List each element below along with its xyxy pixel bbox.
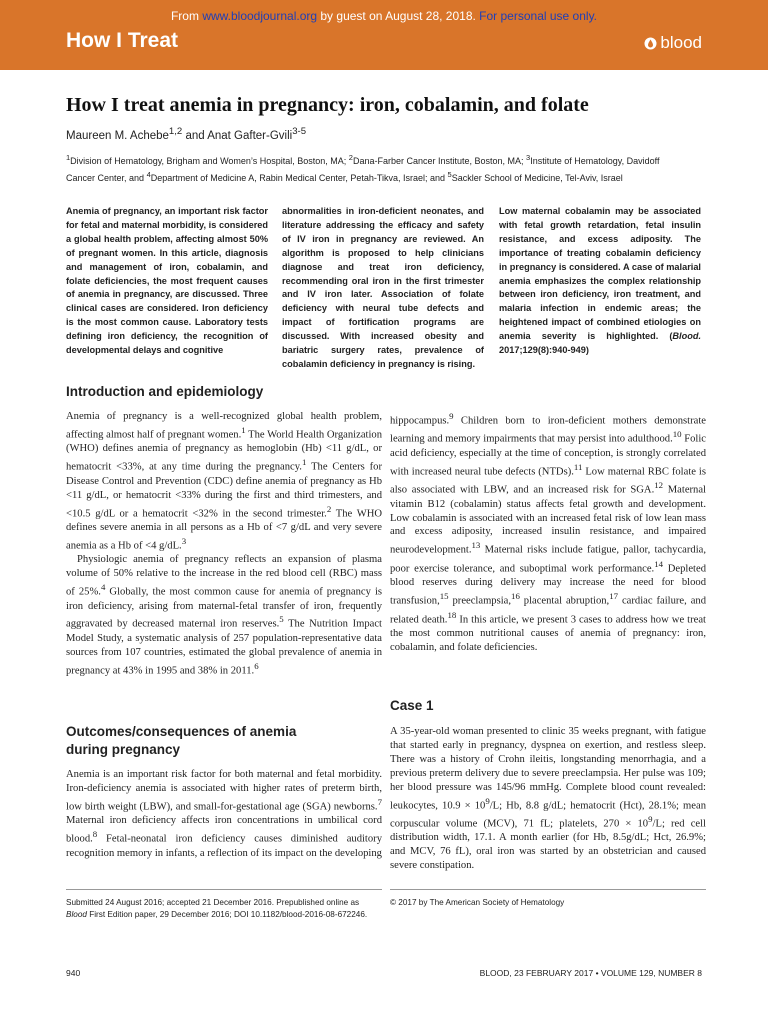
author-name: Anat Gafter-Gvili [207,129,293,142]
bloodjournal-link[interactable]: www.bloodjournal.org [202,9,318,23]
journal-header-bar [0,0,768,70]
personal-use-link[interactable]: For personal use only. [479,9,598,23]
journal-logo [644,33,702,53]
author-name: Maureen M. Achebe [66,129,169,142]
submission-note: Submitted 24 August 2016; accepted 21 December 2016. Prepublished online as Blood First Edition paper, 29 December 2016; DOI 10.1182/blood-2016-08-672246. [66,898,368,919]
page-number: 940 [66,968,81,978]
outcomes-paragraph: Anemia is an important risk factor for both maternal and fetal morbidity. Iron-deficiency anemia is associated with higher rates of preterm birth, low birth weight (LBW), and small-for-gestational age (SGA) newborns.$^7$ Maternal iron deficiency affects iron concentrations in umbilical cord blood.$^8$ Fetal-neonatal iron deficiency causes diminished auditory recognition memory in infants, a reflection of its impact on the developing [66,769,382,859]
abstract-column-2: abnormalities in iron-deficient neonates, and literature addressing the efficacy and safety of IV iron in pregnancy are reviewed. An algorithm is proposed to help clinicians diagnose and treat iron deficiency, recommending oral iron in the first trimester and IV iron later. Association of folate deficiency with neural tube defects and impact of fortification programs are discussed. With increased obesity and bariatric surgery rates, prevalence of cobalamin deficiency in pregnancy is rising. [282,206,484,369]
affiliations: $^1$Division of Hematology, Brigham and Women’s Hospital, Boston, MA; $^2$Dana-Farber Cancer Institute, Boston, MA; $^3$Institute of Hematology, Davidoff Cancer Center, and $^4$Department of Medicine A, Rabin Medical Center, Petah-Tikva, Israel; and $^5$Sackler School of Medicine, Tel-Aviv, Israel [66,153,660,183]
intro-body [66,410,382,678]
right-column-body [390,410,706,655]
case1-heading: Case 1 [390,698,434,713]
issue-info: BLOOD, 23 FEBRUARY 2017 • VOLUME 129, NUMBER 8 [479,968,702,978]
case1-body [390,725,706,873]
abstract-column-3: Low maternal cobalamin may be associated with fetal growth retardation, fetal insulin resistance, and excess adiposity. The importance of treating cobalamin deficiency in pregnancy is considered. A case of malarial anemia emphasizes the complex relationship between iron deficiency, iron treatment, and malaria infection in endemic areas; the heightened impact of combined etiologies on anemia severity is highlighted. (Blood. 2017;129(8):940-949) [499,206,701,356]
section-name: How I Treat [66,29,179,52]
intro-paragraph-1: Anemia of pregnancy is a well-recognized global health problem, affecting almost half of pregnant women.$^1$ The World Health Organization (WHO) defines anemia of pregnancy as hemoglobin (Hb) <11 g/dL, or hematocrit <33%, at any time during the pregnancy.$^1$ The Centers for Disease Control and Prevention (CDC) define anemia of pregnancy as Hb <11 g/dL, or hematocrit <33% during the first and third trimesters, and <10.5 g/dL or a hematocrit <32% in the second trimester.$^2$ The WHO defines severe anemia in all persons as a Hb of <7 g/dL and very severe anemia as a Hb of <4 g/dL.$^3$ [66,411,383,552]
outcomes-heading: Outcomes/consequences of anemia during pregnancy [66,724,297,757]
download-notice: From www.bloodjournal.org by guest on August 28, 2018. For personal use only. [170,9,598,23]
outcomes-body [66,768,382,861]
case1-paragraph: A 35-year-old woman presented to clinic 35 weeks pregnant, with fatigue that started early in pregnancy, dyspnea on exertion, and restless sleep. There was a history of Crohn ileitis, longstanding menorrhagia, and a previous preterm delivery due to severe preeclampsia. Her pulse was 109; her blood pressure was 145/96 mmHg. Complete blood count revealed: leukocytes, $10.9 \times 10^9/L$; Hb, 8.8 g/dL; hematocrit (Hct), 28.1%; mean corpuscular volume (MCV), 71 fL; platelets, $270 \times 10^9/L$; red cell distribution width, 17.1. A month earlier (for Hb, 8.5g/dL; Hct, 26.9%; and MCV, 76 fL), oral iron was started by an obstetrician and caused severe constipation. [390,726,706,872]
intro-heading: Introduction and epidemiology [66,384,264,399]
right-column-paragraph: hippocampus.$^9$ Children born to iron-deficient mothers demonstrate learning and memory impairments that may persist into adulthood.$^{10}$ Folic acid deficiency, especially at the time of conception, is strongly correlated with increased neural tube defects (NTDs).$^{11}$ Low maternal RBC folate is also associated with LBW, and an increased risk for SGA.$^{12}$ Maternal vitamin B12 (cobalamin) status affects fetal growth and development. Low cobalamin is associated with an increased fetal risk of low lean mass and excess adiposity, increased insulin resistance, and impaired neurodevelopment.$^{13}$ Maternal risks include fatigue, pallor, tachycardia, poor exercise tolerance, and suboptimal work performance.$^{14}$ Depleted blood reserves during delivery may increase the need for blood transfusion,$^{15}$ preeclampsia,$^{16}$ placental abruption,$^{17}$ cardiac failure, and related death.$^{18}$ In this article, we present 3 cases to address how we treat the most common nutritional causes of anemia of pregnancy: iron, cobalamin, and folate deficiencies. [390,411,707,653]
footnote-divider-left [66,889,382,890]
journal-brand-name: blood [660,33,702,52]
article-title: How I treat anemia in pregnancy: iron, cobalamin, and folate [66,94,589,116]
footnote-divider-right [390,889,706,890]
abstract-column-1: Anemia of pregnancy, an important risk factor for fetal and maternal morbidity, is considered a global health problem, affecting almost 50% of pregnant women. In this article, diagnosis and management of iron, cobalamin, and folate deficiencies, the most frequent causes of anemia in pregnancy, are discussed. Three clinical cases are considered. Iron deficiency is the most common cause. Laboratory tests defining iron deficiency, the recognition of developmental delays and cognitive [66,206,268,356]
author-list: Maureen M. Achebe$^{1,2}$ and Anat Gafter-Gvili$^{3-5}$ [66,126,307,142]
blood-drop-icon [644,37,657,50]
copyright-note: © 2017 by The American Society of Hematology [390,898,565,907]
intro-paragraph-2: Physiologic anemia of pregnancy reflects an expansion of plasma volume of 50% relative to the increase in the red blood cell (RBC) mass of 25%.$^4$ Globally, the most common cause for anemia of pregnancy is iron deficiency, arising from maternal-fetal transfer of iron, frequently aggravated by decreased maternal iron reserves.$^5$ The Nutrition Impact Model Study, a systematic analysis of 257 population-representative data sources from 107 countries, estimated the global prevalence of anemia in pregnancy at 43% in 1995 and 38% in 2011.$^6$ [66,554,383,677]
